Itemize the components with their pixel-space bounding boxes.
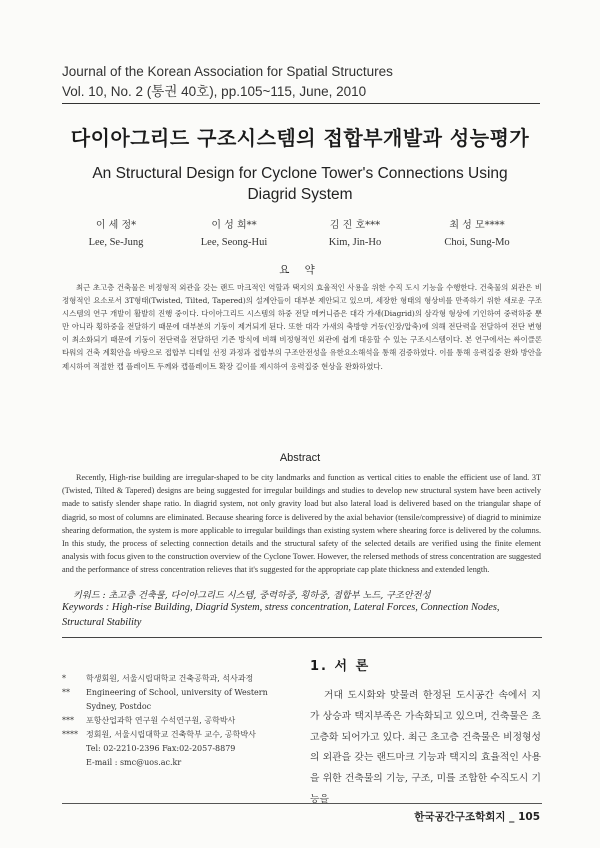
footnote-mark: **** xyxy=(62,730,78,739)
footnote-text: Engineering of School, university of Western xyxy=(86,688,268,697)
page-footer: 한국공간구조학회지 _ 105 xyxy=(414,811,540,823)
section-heading: 1. 서 론 xyxy=(310,659,371,674)
author-name-english: Choi, Sung-Mo xyxy=(444,237,510,248)
author-name-english: Lee, Seong-Hui xyxy=(200,237,268,248)
footnote-mark: * xyxy=(62,674,66,683)
footnote xyxy=(62,756,297,770)
footer-rule xyxy=(62,803,542,804)
footnote xyxy=(62,672,297,686)
keywords-rule xyxy=(62,637,542,638)
introduction-body: 거대 도시화와 맞물려 한정된 도시공간 속에서 지가 상승과 택지부족은 가속화되고 있으며, 건축물은 초고층화 되어가고 있다. 최근 초고층 건축물은 비정형성의 외관을 갖는 랜드마크 기능과 택지의 효율적인 사용을 위한 건축물의 기능, 구조, 미를 조합한 수직도시 기능을 xyxy=(310,690,541,805)
footnote-email: E-mail : smc@uos.ac.kr xyxy=(86,758,182,767)
paper-title-korean: 다이아그리드 구조시스템의 접합부개발과 성능평가 xyxy=(70,126,530,150)
footnote-text-line2: Tel: 02-2210-2396 Fax:02-2057-8879 xyxy=(86,744,236,753)
author-1 xyxy=(51,216,181,248)
journal-name: Journal of the Korean Association for Spatial Structures xyxy=(62,64,393,79)
footnote-text: 학생회원, 서울시립대학교 건축공학과, 석사과정 xyxy=(86,674,254,683)
author-name-korean: 최 성 모**** xyxy=(449,220,505,231)
keywords-english-list: : High-rise Building, Diagrid System, stress concentration, Lateral Forces, Connection Nodes, Structural Stability xyxy=(62,602,500,628)
paper-title-english-line2: Diagrid System xyxy=(247,186,353,203)
footnote-text-line2: Sydney, Postdoc xyxy=(86,702,152,711)
author-name-english: Kim, Jin-Ho xyxy=(328,237,382,248)
author-affiliations xyxy=(62,672,297,770)
footnote-mark: ** xyxy=(62,688,70,697)
abstract-body: Recently, High-rise building are irregular-shaped to be city landmarks and function as vertical cities to enable the efficient use of land. 3T (Twisted, Tilted & Tapered) designs are being suggested for irregular buildings and studies to develop new structural system have been actively made to satisfy slender shape ratio. In diagrid system, not only gravity load but also lateral load is delivered based on the triangular shape of diagrid, so most of columns are eliminated. Because shearing force is delivered by the axial behavior (tensile/compressive) of diagrid to minimize shearing deformation, the system is more applicable to irregular buildings than existing system where shearing force is delivered by the columns. In this study, the process of selecting connection details and the structural safety of the selected details are verified using the finite element analysis with focus given to the construction overview of the Cyclone Tower. However, the relersed methods of stress concentration are suggested and the performance of stress concentration relieves that it's suggested for the appropriate cap plate thickness and extended length. xyxy=(62,473,541,575)
author-name-korean: 이 세 정* xyxy=(95,220,137,231)
author-2 xyxy=(169,216,299,248)
footnote-text: 포항산업과학 연구원 수석연구원, 공학박사 xyxy=(86,716,236,725)
abstract-heading: Abstract xyxy=(279,452,321,464)
footnote xyxy=(62,728,297,756)
footnote xyxy=(62,714,297,728)
korean-abstract-body: 최근 초고층 건축물은 비정형적 외관을 갖는 랜드 마크적인 역할과 택지의 효율적인 사용을 위한 수직 도시 기능을 수행한다. 건축물의 외관은 비정형적인 요소로서 3T형태(Twisted, Tilted, Tapered)의 설계안들이 대부분 제안되고 있으며, 세장한 형태의 형상비를 만족하기 위한 새로운 구조시스템의 연구 개발이 활발히 진행 중이다. 다이아그리드 시스템의 하중 전달 메커니즘은 대각 가새(Diagrid)의 삼각형 형상에 기인하여 중력하중 뿐만 아니라 횡하중을 전달하기 때문에 대부분의 기둥이 제거되게 된다. 또한 대각 가새의 축방향 거동(인장/압축)에 의해 전단력을 전달하여 전단 변형이 최소화되기 때문에 기둥이 전단력을 전달하던 기존 방식에 비해 비정형적인 외관에 쉽게 대응할 수 있는 구조시스템이다. 본 연구에서는 싸이클론 타워의 건축 계획안을 바탕으로 접합부 디테일 선정 과정과 접합부의 구조안전성을 유한요소해석을 통해 검증하였다. 이를 통해 응력집중 완화 방안을 제시하여 적절한 캡 플레이트 두께와 캡플레이트 확장 길이를 제시하여 응력집중 현상을 완화하였다. xyxy=(62,283,542,371)
footnote-text: 정회원, 서울시립대학교 건축학부 교수, 공학박사 xyxy=(86,730,256,739)
header-rule xyxy=(62,103,540,104)
author-name-korean: 김 진 호*** xyxy=(329,220,381,231)
keywords-english xyxy=(62,601,542,630)
footnote-mark: *** xyxy=(62,716,74,725)
journal-volume-info: Vol. 10, No. 2 (통권 40호), pp.105~115, June, 2010 xyxy=(62,84,367,99)
author-name-korean: 이 성 희** xyxy=(211,220,257,231)
footnote xyxy=(62,686,297,714)
author-4 xyxy=(412,216,542,248)
author-name-english: Lee, Se-Jung xyxy=(88,237,144,248)
paper-title-english-line1: An Structural Design for Cyclone Tower's Connections Using xyxy=(92,165,508,182)
korean-abstract-heading: 요 약 xyxy=(279,264,321,276)
keywords-label: Keywords xyxy=(62,602,104,613)
author-3 xyxy=(290,216,420,248)
keywords-korean: 키워드 : 초고층 건축물, 다이아그리드 시스템, 중력하중, 횡하중, 접합부 노드, 구조안전성 xyxy=(73,590,431,601)
